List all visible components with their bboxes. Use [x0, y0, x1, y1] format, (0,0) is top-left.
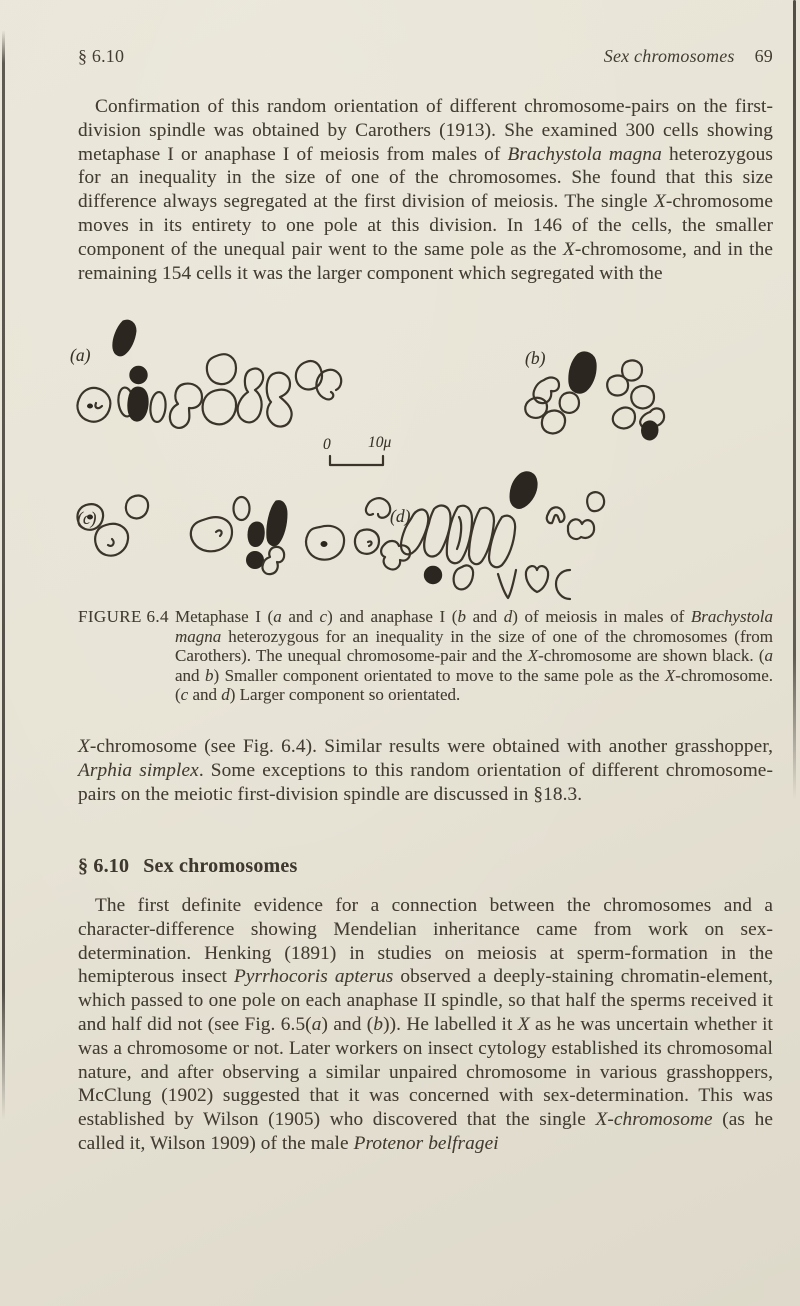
section-heading-title: Sex chromosomes: [143, 855, 298, 877]
figure-panel-label-d: (d): [390, 506, 411, 526]
header-right-group: [604, 46, 773, 67]
figure-panel-label-c: (c): [77, 508, 97, 528]
header-page-number: 69: [754, 46, 773, 66]
drawing-metaphase-c: [78, 496, 410, 575]
paragraph-1: Confirmation of this random orientation of different chromosome-pairs on the first-division spindle was obtained by Carothers (1913). She examined 300 cells showing metaphase I or anaphase I of meiosis from males of Brachystola magna heterozygous for an inequality in the size of one of the chromosomes. She found that this size difference always segregated at the first division of meiosis. The single X-chromosome moves in its entirety to one pole at this division. In 146 of the cells, the smaller component of the unequal pair went to the same pole as the X-chromosome, and in the remaining 154 cells it was the larger component which segregated with the: [78, 96, 774, 284]
page-edge-shadow-left: [2, 30, 5, 1120]
paragraph-3: The first definite evidence for a connection between the chromosomes and a character-difference showing Mendelian inheritance came from work on sex-determination. Henking (1891) in studies on meiosis at sperm-formation in the hemipterous insect Pyrrhocoris apterus observed a deeply-staining chromatin-element, which passed to one pole on each anaphase II spindle, so that half the sperms received it and half did not (see Fig. 6.5(a) and (b)). He labelled it X as he was uncertain whether it was a chromosome or not. Later workers on insect cytology established its chromosomal nature, and after observing a similar unpaired chromosome in various grasshoppers, McClung (1902) suggested that it was concerned with sex-determination. This was established by Wilson (1905) who discovered that the single X-chromosome (as he called it, Wilson 1909) of the male Protenor belfragei: [78, 895, 774, 1154]
header-running-title: Sex chromosomes: [603, 46, 735, 66]
scale-bar-bracket: [330, 456, 383, 465]
drawing-anaphase-d: [401, 472, 604, 599]
drawing-anaphase-b: [525, 352, 664, 440]
scale-bar-zero-label: 0: [323, 436, 331, 453]
running-header: [78, 46, 773, 67]
page-edge-shadow-right: [793, 0, 796, 800]
drawing-metaphase-a: [77, 320, 341, 428]
figure-caption: [78, 607, 773, 705]
header-section-number: § 6.10: [78, 46, 125, 66]
figure-caption-label: FIGURE 6.4: [78, 607, 169, 626]
paragraph-2: X-chromosome (see Fig. 6.4). Similar results were obtained with another grasshopper, Arphia simplex. Some exceptions to this random orientation of different chromosome-pairs on the meiotic first-division spindle are discussed in §18.3.: [78, 736, 773, 805]
section-heading-number: § 6.10: [78, 855, 130, 877]
figure-6-4: [68, 318, 773, 608]
figure-panel-label-a: (a): [70, 345, 91, 365]
figure-caption-text: Metaphase I (a and c) and anaphase I (b and d) of meiosis in males of Brachystola magna heterozygous for an inequality in the size of one of the chromosomes (from Carothers). The unequal chromosome-pair and the X-chromosome are shown black. (a and b) Smaller component orientated to move to the same pole as the X-chromosome. (c and d) Larger component so orientated.: [175, 607, 774, 705]
figure-6-4-drawings: [68, 318, 773, 608]
scale-bar-10mu-label: 10μ: [368, 434, 392, 451]
figure-panel-label-b: (b): [525, 348, 546, 368]
section-heading: [78, 855, 773, 878]
